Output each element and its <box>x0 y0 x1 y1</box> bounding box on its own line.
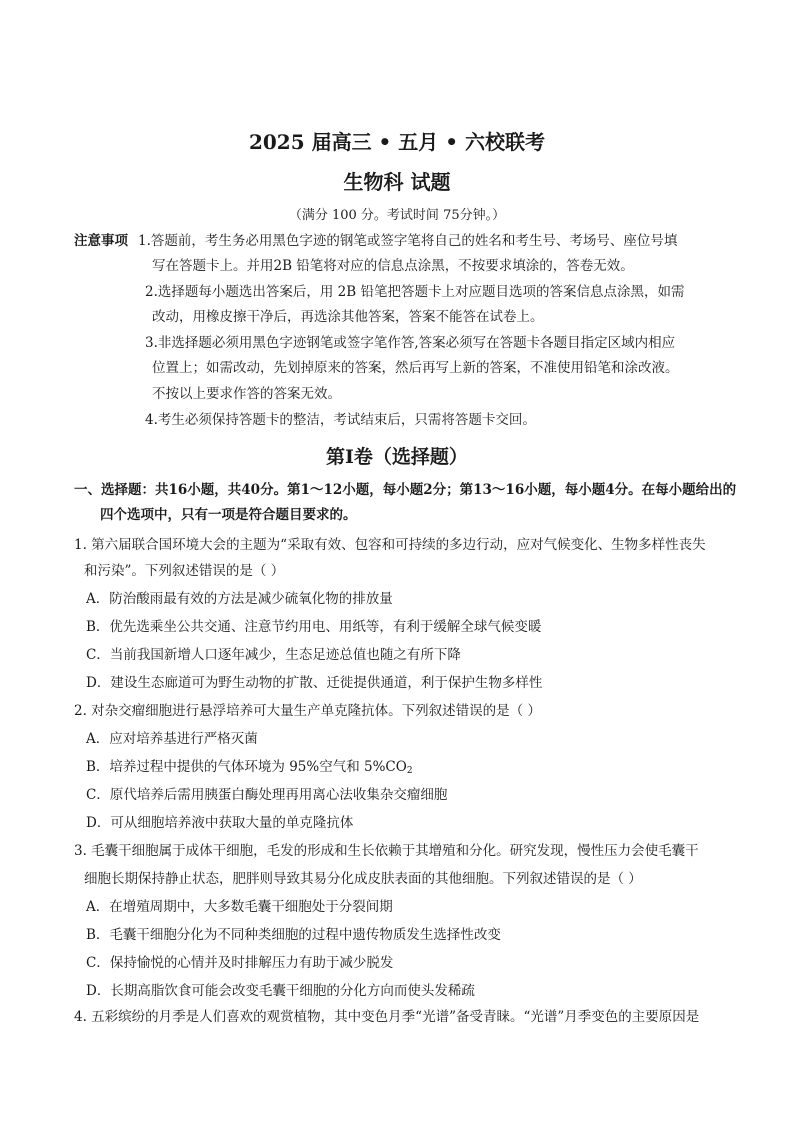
question-3-option-c: C．保持愉悦的心情并及时排解压力有助于减少脱发 <box>86 955 394 971</box>
notice-item-3-line-1: 3.非选择题必须用黑色字迹钢笔或签字笔作答,答案必须写在答题卡各题目指定区域内相应 <box>145 335 676 351</box>
question-3-option-b: B．毛囊干细胞分化为不同种类细胞的过程中遗传物质发生选择性改变 <box>86 927 501 943</box>
section-instructions-line-1: 一、选择题：共16小题，共40分。第1～12小题，每小题2分；第13～16小题，每小题4分。在每小题给出的 <box>74 482 737 498</box>
question-2-option-c: C．原代培养后需用胰蛋白酶处理再用离心法收集杂交瘤细胞 <box>86 787 448 803</box>
notice-item-1-line-2: 写在答题卡上。并用2B 铅笔将对应的信息点涂黑，不按要求填涂的，答卷无效。 <box>152 258 634 274</box>
question-2-option-b: B．培养过程中提供的气体环境为 95%空气和 $5\%CO_2$ <box>86 759 413 776</box>
question-3-option-a: A．在增殖周期中，大多数毛囊干细胞处于分裂间期 <box>86 899 393 915</box>
notice-item-3-line-3: 不按以上要求作答的答案无效。 <box>152 386 341 402</box>
notice-item-1-line-1: 1.答题前，考生务必用黑色字迹的钢笔或签字笔将自己的姓名和考生号、考场号、座位号填 <box>138 233 678 249</box>
notice-item-2-line-1: 2.选择题每小题选出答案后，用 2B 铅笔把答题卡上对应题目选项的答案信息点涂黑，如需 <box>145 284 685 300</box>
question-4-stem-line-1: 4. 五彩缤纷的月季是人们喜欢的观赏植物，其中变色月季“光谱”备受青睐。“光谱”月季变色的主要原因是 <box>74 1009 700 1025</box>
section-instructions-line-2: 四个选项中，只有一项是符合题目要求的。 <box>100 507 357 523</box>
question-1-stem-line-2: 和污染”。下列叙述错误的是（ ） <box>84 563 285 579</box>
question-3-option-d: D．长期高脂饮食可能会改变毛囊干细胞的分化方向而使头发稀疏 <box>86 983 475 999</box>
exam-title: 2025 届高三 • 五月 • 六校联考 <box>248 130 546 154</box>
question-2-option-a: A．应对培养基进行严格灭菌 <box>86 731 258 747</box>
subject-title: 生物科 试题 <box>343 170 451 194</box>
question-2-option-d: D．可从细胞培养液中获取大量的单克隆抗体 <box>86 815 354 831</box>
question-1-option-d: D．建设生态廊道可为野生动物的扩散、迁徙提供通道，利于保护生物多样性 <box>86 675 543 691</box>
section-title: 第Ⅰ卷（选择题） <box>326 446 468 468</box>
question-2-stem-line-1: 2. 对杂交瘤细胞进行悬浮培养可大量生产单克隆抗体。下列叙述错误的是（ ） <box>74 703 541 719</box>
co2-subscript: 2 <box>406 766 413 776</box>
exam-info: （满分 100 分。考试时间 75分钟。） <box>288 208 506 223</box>
question-3-stem-line-1: 3. 毛囊干细胞属于成体干细胞，毛发的形成和生长依赖于其增殖和分化。研究发现，慢性压力会使毛囊干 <box>74 843 699 859</box>
question-3-stem-line-2: 细胞长期保持静止状态，肥胖则导致其易分化成皮肤表面的其他细胞。下列叙述错误的是（ ） <box>84 871 642 887</box>
notice-label: 注意事项 <box>74 233 128 249</box>
question-1-option-b: B．优先选乘坐公共交通、注意节约用电、用纸等，有利于缓解全球气候变暖 <box>86 619 542 635</box>
question-1-option-c: C．当前我国新增人口逐年减少，生态足迹总值也随之有所下降 <box>86 647 461 663</box>
question-1-option-a: A．防治酸雨最有效的方法是减少硫氧化物的排放量 <box>86 591 393 607</box>
notice-item-2-line-2: 改动，用橡皮擦干净后，再选涂其他答案，答案不能答在试卷上。 <box>152 309 544 325</box>
notice-item-3-line-2: 位置上；如需改动，先划掉原来的答案，然后再写上新的答案，不准使用铅笔和涂改液。 <box>152 360 679 376</box>
notice-item-4-line-1: 4.考生必须保持答题卡的整洁，考试结束后，只需将答题卡交回。 <box>145 412 536 428</box>
question-1-stem-line-1: 1. 第六届联合国环境大会的主题为“采取有效、包容和可持续的多边行动，应对气候变化、生物多样性丧失 <box>74 537 706 553</box>
